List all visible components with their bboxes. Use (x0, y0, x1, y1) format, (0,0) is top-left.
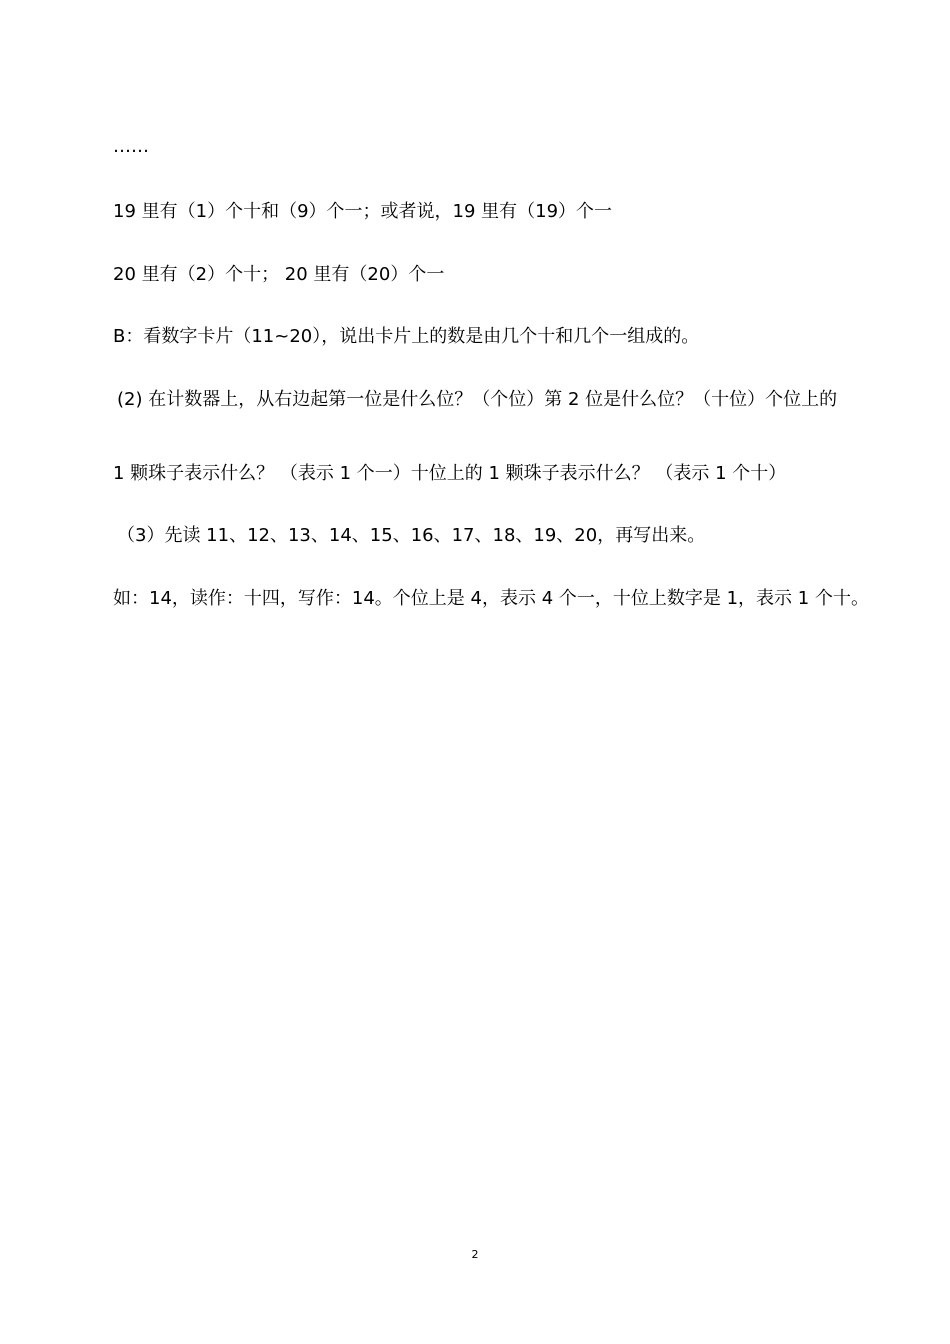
text-line-20-composition: 20 里有（2）个十； 20 里有（20）个一 (113, 264, 445, 285)
text-line-number-cards: B：看数字卡片（11~20），说出卡片上的数是由几个十和几个一组成的。 (113, 326, 700, 347)
text-line-example-14: 如：14，读作：十四，写作：14。个位上是 4，表示 4 个一，十位上数字是 1，表示 1 个十。 (113, 588, 869, 609)
ellipsis-line: …… (113, 136, 149, 157)
text-line-19-composition: 19 里有（1）个十和（9）个一；或者说，19 里有（19）个一 (113, 201, 613, 222)
text-line-read-and-write: （3）先读 11、12、13、14、15、16、17、18、19、20，再写出来。 (117, 525, 706, 546)
text-line-bead-meaning: 1 颗珠子表示什么？ （表示 1 个一）十位上的 1 颗珠子表示什么？ （表示 1 个十） (113, 463, 787, 484)
text-line-counter-question: (2) 在计数器上，从右边起第一位是什么位？（个位）第 2 位是什么位？（十位）个位上的 (117, 389, 838, 410)
page-number: 2 (471, 1248, 479, 1261)
